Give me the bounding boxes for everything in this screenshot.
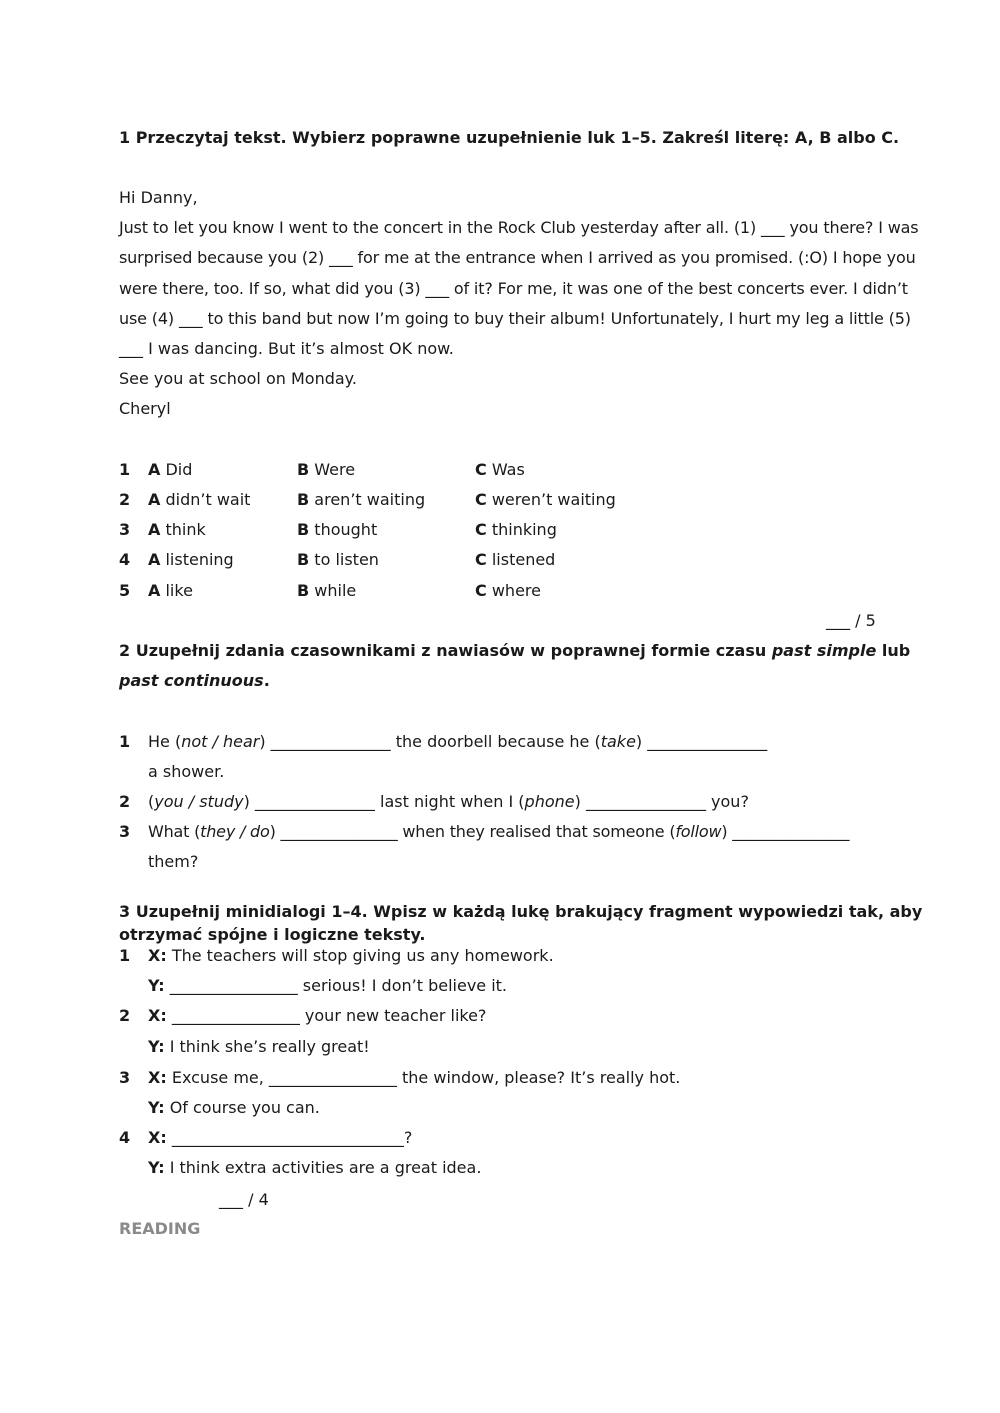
letter-line: See you at school on Monday. [119, 369, 357, 388]
dialog-3-x: X: Excuse me, ________________ the window, please? It’s really hot. [148, 1068, 681, 1087]
option-c[interactable]: C thinking [475, 520, 557, 539]
sentence-1-cont: a shower. [148, 762, 225, 781]
option-a[interactable]: A listening [148, 550, 234, 569]
option-a[interactable]: A didn’t wait [148, 490, 251, 509]
exercise-3-heading-cont: otrzymać spójne i logiczne teksty. [119, 925, 426, 944]
option-number: 3 [119, 520, 131, 539]
exercise-3-heading: 3 Uzupełnij minidialogi 1–4. Wpisz w każdą lukę brakujący fragment wypowiedzi tak, aby [119, 902, 923, 921]
sentence-3: What (they / do) _______________ when they realised that someone (follow) _______________ [148, 822, 850, 841]
option-c[interactable]: C listened [475, 550, 556, 569]
option-a[interactable]: A Did [148, 460, 193, 479]
sentence-number: 1 [119, 732, 131, 751]
sentence-2: (you / study) _______________ last night when I (phone) _______________ you? [148, 792, 749, 811]
letter-signature: Cheryl [119, 399, 171, 418]
letter-line: Just to let you know I went to the concert in the Rock Club yesterday after all. (1) ___ you there? I was [119, 218, 919, 237]
option-c[interactable]: C where [475, 581, 541, 600]
option-number: 4 [119, 550, 131, 569]
option-number: 1 [119, 460, 131, 479]
option-c[interactable]: C Was [475, 460, 525, 479]
letter-line: ___ I was dancing. But it’s almost OK now. [119, 339, 454, 358]
option-b[interactable]: B Were [297, 460, 356, 479]
option-b[interactable]: B to listen [297, 550, 379, 569]
option-b[interactable]: B while [297, 581, 357, 600]
option-number: 2 [119, 490, 131, 509]
sentence-number: 3 [119, 822, 131, 841]
option-number: 5 [119, 581, 131, 600]
exercise-3-score: ___ / 4 [219, 1190, 269, 1209]
reading-section-title: READING [119, 1219, 201, 1238]
dialog-1-y: Y: ________________ serious! I don’t believe it. [148, 976, 508, 995]
sentence-3-cont: them? [148, 852, 199, 871]
option-a[interactable]: A think [148, 520, 206, 539]
sentence-1: He (not / hear) _______________ the doorbell because he (take) _______________ [148, 732, 768, 751]
exercise-1-heading: 1 Przeczytaj tekst. Wybierz poprawne uzupełnienie luk 1–5. Zakreśl literę: A, B albo C. [119, 128, 900, 147]
letter-line: surprised because you (2) ___ for me at the entrance when I arrived as you promised. (:O) I hope you [119, 248, 916, 267]
dialog-number: 3 [119, 1068, 131, 1087]
dialog-2-y: Y: I think she’s really great! [148, 1037, 370, 1056]
dialog-4-x: X: _____________________________? [148, 1128, 413, 1147]
exercise-2-heading: 2 Uzupełnij zdania czasownikami z nawiasów w poprawnej formie czasu past simple lub [119, 641, 911, 660]
exercise-1-score: ___ / 5 [826, 611, 876, 630]
dialog-1-x: X: The teachers will stop giving us any homework. [148, 946, 554, 965]
option-b[interactable]: B thought [297, 520, 378, 539]
dialog-number: 2 [119, 1006, 131, 1025]
dialog-3-y: Y: Of course you can. [148, 1098, 320, 1117]
dialog-2-x: X: ________________ your new teacher like? [148, 1006, 487, 1025]
letter-line: were there, too. If so, what did you (3) ___ of it? For me, it was one of the best concerts ever. I didn’t [119, 279, 908, 298]
option-c[interactable]: C weren’t waiting [475, 490, 616, 509]
option-a[interactable]: A like [148, 581, 193, 600]
letter-greeting: Hi Danny, [119, 188, 198, 207]
letter-line: use (4) ___ to this band but now I’m going to buy their album! Unfortunately, I hurt my leg a little (5) [119, 309, 911, 328]
dialog-number: 1 [119, 946, 131, 965]
option-b[interactable]: B aren’t waiting [297, 490, 426, 509]
dialog-number: 4 [119, 1128, 131, 1147]
exercise-2-heading-cont: past continuous. [119, 671, 270, 690]
sentence-number: 2 [119, 792, 131, 811]
dialog-4-y: Y: I think extra activities are a great idea. [148, 1158, 482, 1177]
